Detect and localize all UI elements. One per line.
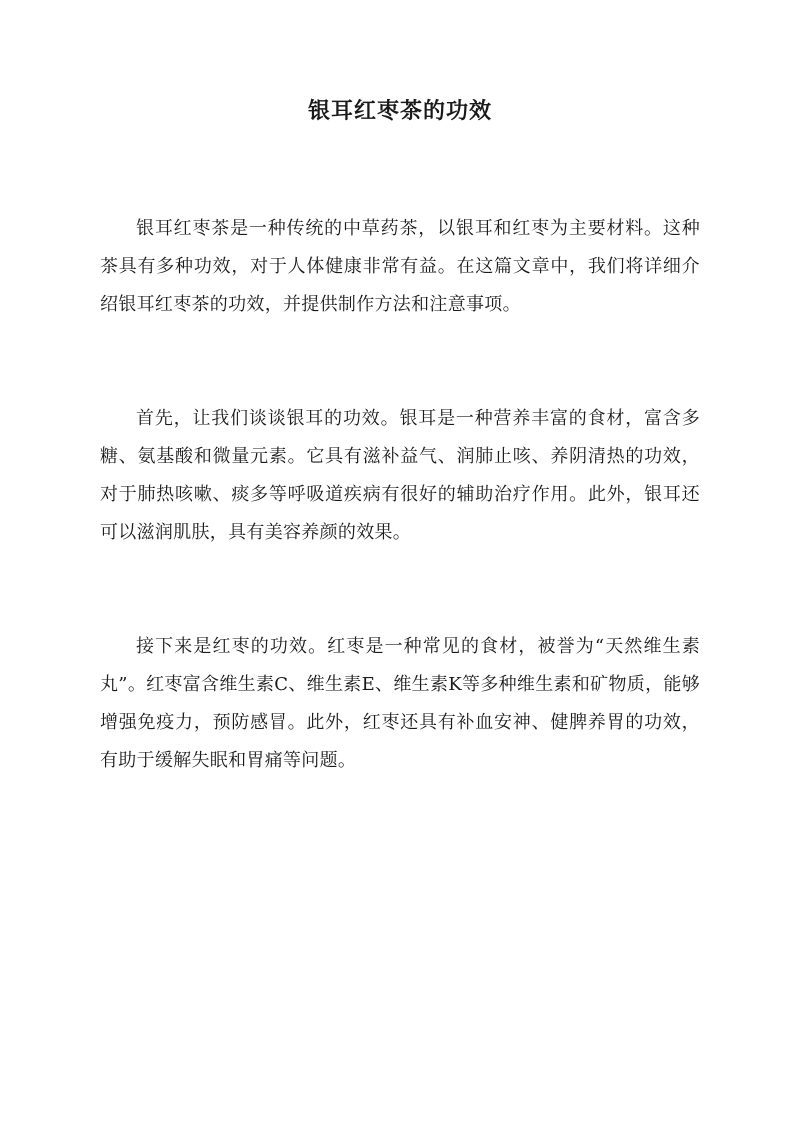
paragraph-jujube: 接下来是红枣的功效。红枣是一种常见的食材，被誉为“天然维生素丸”。红枣富含维生素C、维生素E、维生素K等多种维生素和矿物质，能够增强免疫力，预防感冒。此外，红枣还具有补血安神、健脾养胃的功效，有助于缓解失眠和胃痛等问题。 bbox=[100, 636, 700, 771]
document-title: 银耳红枣茶的功效 bbox=[307, 98, 492, 124]
paragraph-tremella: 首先，让我们谈谈银耳的功效。银耳是一种营养丰富的食材，富含多糖、氨基酸和微量元素。它具有滋补益气、润肺止咳、养阴清热的功效，对于肺热咳嗽、痰多等呼吸道疾病有很好的辅助治疗作用。此外，银耳还可以滋润肌肤，具有美容养颜的效果。 bbox=[100, 408, 700, 543]
paragraph-intro: 银耳红枣茶是一种传统的中草药茶，以银耳和红枣为主要材料。这种茶具有多种功效，对于人体健康非常有益。在这篇文章中，我们将详细介绍银耳红枣茶的功效，并提供制作方法和注意事项。 bbox=[100, 218, 700, 315]
document-body bbox=[100, 210, 700, 780]
